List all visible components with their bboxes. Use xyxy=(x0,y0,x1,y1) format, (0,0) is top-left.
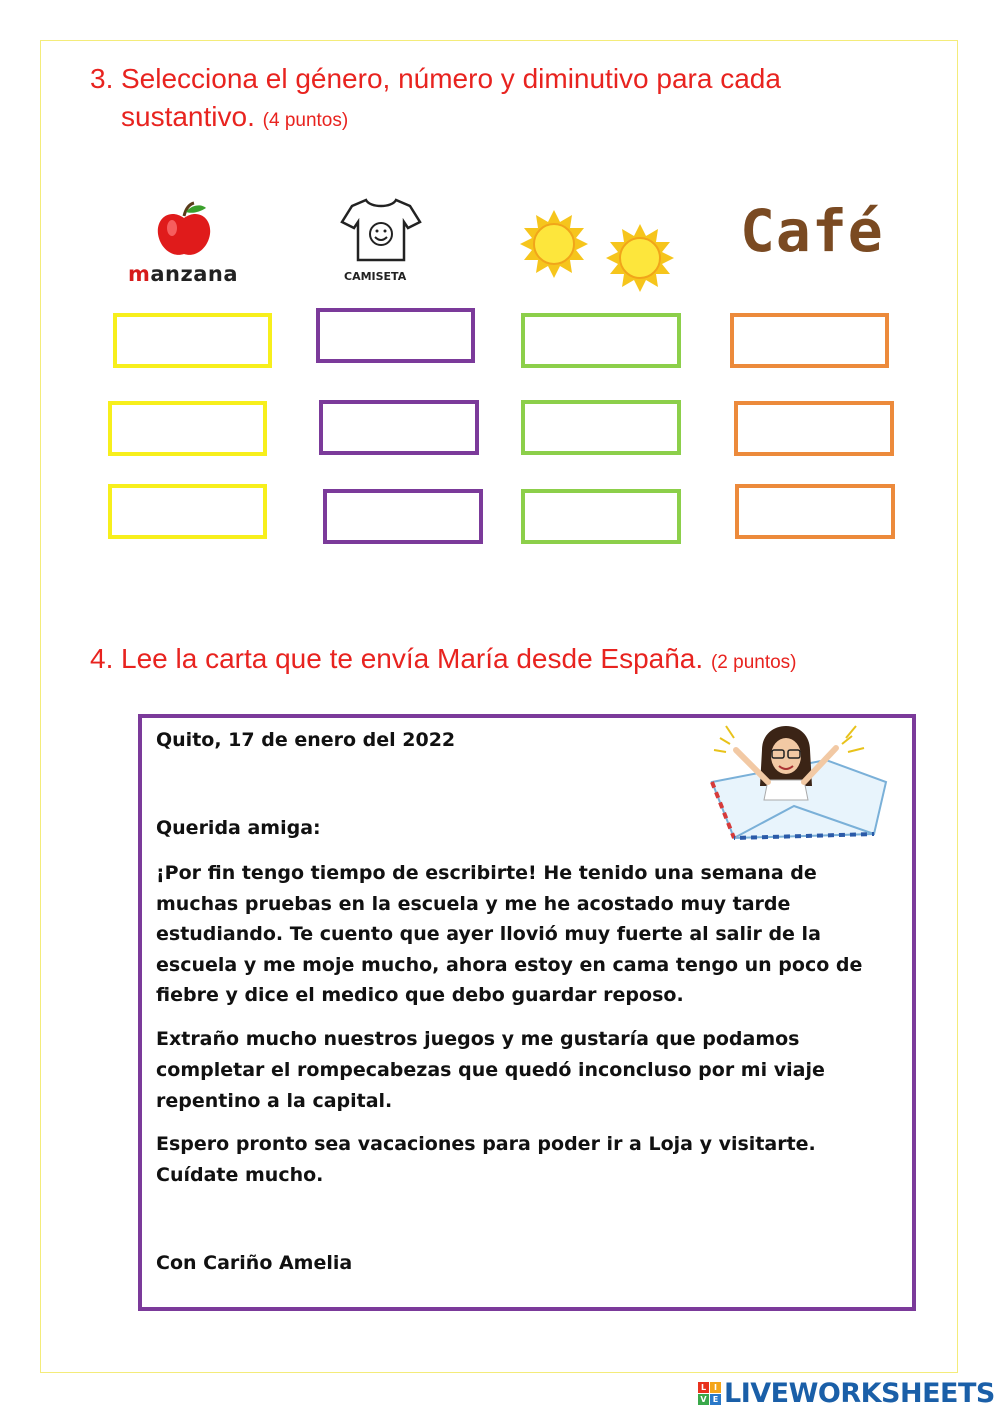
answer-box-soles-2[interactable] xyxy=(521,400,681,455)
question-3-heading xyxy=(90,60,890,140)
question-4-points: (2 puntos) xyxy=(710,652,797,673)
letter-paragraph-2-line: completar el rompecabezas que quedó inconcluso por mi viaje xyxy=(156,1059,825,1081)
letter-paragraph-1-line: fiebre y dice el medico que debo guardar reposo. xyxy=(156,984,684,1006)
answer-box-soles-3[interactable] xyxy=(521,489,681,544)
suns-image xyxy=(520,208,680,298)
liveworksheets-text: LIVEWORKSHEETS xyxy=(724,1377,995,1409)
answer-box-manzana-3[interactable] xyxy=(108,484,267,539)
letter-signature: Con Cariño Amelia xyxy=(156,1252,353,1274)
apple-label-rest: anzana xyxy=(150,262,239,286)
shirt-label: CAMISETA xyxy=(344,270,407,283)
liveworksheets-mark-icon: L I V E xyxy=(698,1382,721,1405)
letter-paragraph-3-line: Espero pronto sea vacaciones para poder ir a Loja y visitarte. xyxy=(156,1133,816,1155)
question-3-points: (4 puntos) xyxy=(262,110,349,131)
question-3-text-line1: Selecciona el género, número y diminutivo para cada xyxy=(121,63,781,94)
question-4-text: Lee la carta que te envía María desde España. xyxy=(121,643,704,674)
coffee-label: Café xyxy=(740,197,884,265)
letter-paragraph-2-line: repentino a la capital. xyxy=(156,1090,393,1112)
question-4-number: 4. xyxy=(90,643,114,674)
answer-box-camiseta-2[interactable] xyxy=(319,400,479,455)
letter-paragraph-3-line: Cuídate mucho. xyxy=(156,1164,324,1186)
coffee-image xyxy=(740,196,884,266)
question-4-heading xyxy=(90,640,890,680)
question-3-text-line2: sustantivo. xyxy=(121,101,255,132)
apple-label-m: m xyxy=(128,262,151,286)
answer-box-cafe-1[interactable] xyxy=(730,313,889,368)
liveworksheets-logo[interactable] xyxy=(698,1377,995,1409)
shirt-image xyxy=(338,196,424,288)
letter-paragraph-2-line: Extraño mucho nuestros juegos y me gustaría que podamos xyxy=(156,1028,800,1050)
answer-box-manzana-2[interactable] xyxy=(108,401,267,456)
envelope-girl-icon xyxy=(706,720,892,840)
sun-icon xyxy=(520,208,680,298)
answer-box-manzana-1[interactable] xyxy=(113,313,272,368)
answer-box-cafe-2[interactable] xyxy=(734,401,894,456)
shirt-icon xyxy=(338,196,424,266)
letter-greeting: Querida amiga: xyxy=(156,817,321,839)
letter-paragraph-1-line: estudiando. Te cuento que ayer llovió muy fuerte al salir de la xyxy=(156,923,821,945)
letter-paragraph-1-line: ¡Por fin tengo tiempo de escribirte! He tenido una semana de xyxy=(156,862,817,884)
question-3-number: 3. xyxy=(90,63,114,94)
letter-date: Quito, 17 de enero del 2022 xyxy=(156,729,456,751)
answer-box-soles-1[interactable] xyxy=(521,313,681,368)
answer-box-cafe-3[interactable] xyxy=(735,484,895,539)
answer-box-camiseta-3[interactable] xyxy=(323,489,483,544)
letter-paragraph-1-line: escuela y me moje mucho, ahora estoy en cama tengo un poco de xyxy=(156,954,863,976)
letter-paragraph-1-line: muchas pruebas en la escuela y me he acostado muy tarde xyxy=(156,893,791,915)
answer-box-camiseta-1[interactable] xyxy=(316,308,475,363)
apple-image xyxy=(126,200,246,292)
envelope-illustration xyxy=(706,720,892,840)
